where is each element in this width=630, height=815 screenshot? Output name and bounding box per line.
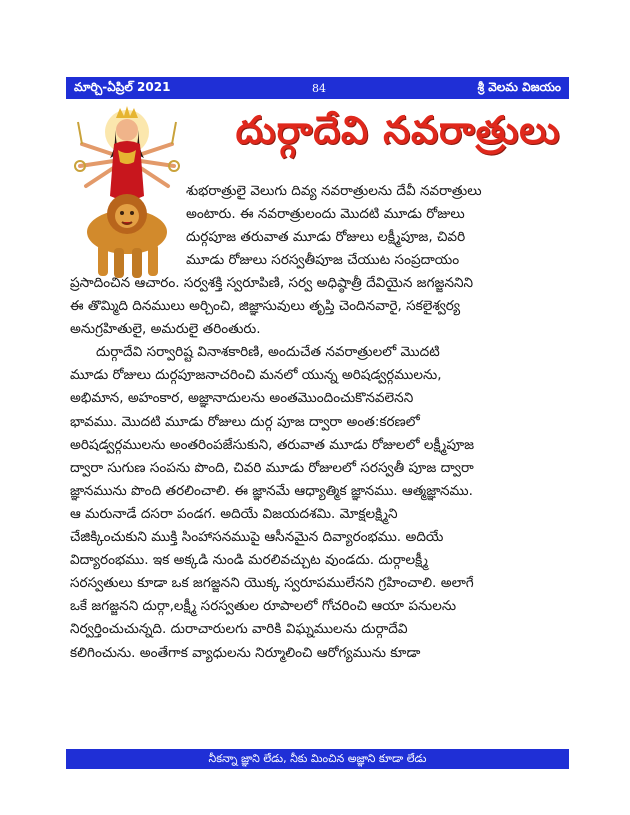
text-line: భావము. మొదటి మూడు రోజులు దుర్గ పూజ ద్వారా అంత:కరణలో <box>70 413 420 430</box>
footer-bar <box>66 749 569 769</box>
body-text <box>70 272 566 665</box>
text-line: కలిగించును. అంతేగాక వ్యాధులను నిర్మూలించి ఆరోగ్యమును కూడా <box>70 644 421 661</box>
text-line: నిర్వర్తించుచున్నది. దురాచారులగు వారికి విఘ్నములను దుర్గాదేవి <box>70 621 408 638</box>
text-line: మూడు రోజులు దుర్గపూజనాచరించి మనలో యున్న అరిషడ్వర్గములను, <box>70 367 442 384</box>
header-bar <box>66 77 569 99</box>
text-line: ద్వారా సుగుణ సంపను పొంది, చివరి మూడు రోజులలో సరస్వతీ పూజ ద్వారా <box>70 459 474 476</box>
text-line: జ్ఞానమును పొంది తరలించాలి. ఈ జ్ఞానమే ఆధ్యాత్మిక జ్ఞానము. ఆత్మజ్ఞానము. <box>70 482 473 499</box>
text-line: ప్రసాదించిన ఆచారం. సర్వశక్తి స్వరూపిణి, సర్వ అధిష్ఠాత్రీ దేవియైన జగజ్జననిని <box>70 275 474 291</box>
text-line: అనుగ్రహితులై, అమరులై తరింతురు. <box>70 321 261 338</box>
text-line: ఈ తొమ్మిది దినములు అర్చించి, జిజ్ఞాసువులు తృప్తి చెందినవారై, సకలైశ్వర్య <box>70 298 461 315</box>
text-line: అభిమాన, అహంకార, అజ్ఞానాదులను అంతమొందించుకొనవలెనని <box>70 390 414 407</box>
side-paragraph <box>186 180 566 272</box>
text-line: దుర్గాదేవి సర్వారిష్ట వినాశకారిణి, అందుచేత నవరాత్రులలో మొదటి <box>96 344 440 361</box>
text-line: దుర్గపూజ తరువాత మూడు రోజులు లక్ష్మీపూజ, చివరి <box>186 229 466 246</box>
article-title: దుర్గాదేవి నవరాత్రులు <box>235 108 561 152</box>
text-line: విద్యారంభము. ఇక అక్కడి నుండి మరలివచ్చుట వుండదు. దుర్గాలక్ష్మీ <box>70 552 428 569</box>
text-line: అంటారు. ఈ నవరాత్రులందు మొదటి మూడు రోజులు <box>186 206 465 223</box>
text-line: ఆ మరునాడే దసరా పండగ. అదియే విజయదశమి. మోక్షలక్ష్మిని <box>70 505 398 522</box>
text-line: చేజిక్కించుకుని ముక్తి సింహాసనముపై ఆసీనమైన దివ్యారంభము. అదియే <box>70 529 444 546</box>
durga-on-lion-icon <box>72 104 182 282</box>
text-line: అరిషడ్వర్గములను అంతరింపజేసుకుని, తరువాత మూడు రోజులలో లక్ష్మీపూజ <box>70 436 475 453</box>
text-line: సరస్వతులు కూడా ఒక జగజ్జనని యొక్క స్వరూపములేనని గ్రహించాలి. అలాగే <box>70 575 474 592</box>
issue-date: మార్చి-ఏప్రిల్ 2021 <box>74 79 171 94</box>
text-line: ఒకే జగజ్జనని దుర్గా,లక్ష్మీ సరస్వతుల రూపాలలో గోచరించి ఆయా పనులను <box>70 598 457 615</box>
magazine-name: శ్రీ వెలమ విజయం <box>477 79 561 94</box>
text-line: శుభరాత్రులై వెలుగు దివ్య నవరాత్రులను దేవీ నవరాత్రులు <box>186 183 482 199</box>
page-number: 84 <box>312 81 326 95</box>
text-line: మూడు రోజులు సరస్వతీపూజ చేయుట సంప్రదాయం <box>186 252 460 269</box>
footer-quote: నీకన్నా జ్ఞాని లేడు, నీకు మించిన అజ్ఞాని కూడా లేడు <box>208 752 427 765</box>
